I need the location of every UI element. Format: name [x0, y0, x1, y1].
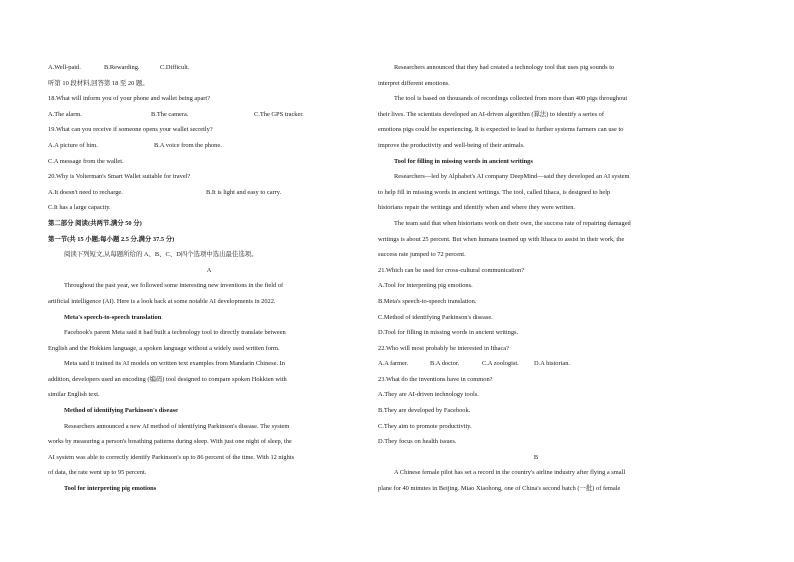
parkinsons-line-1: Researchers announced a new AI method of identifying Parkinson's disease. The system — [64, 422, 290, 430]
q20-options — [48, 185, 370, 201]
ithaca-paragraph-1-line-2: to help fill in missing words in ancient writings. The tool, called Ithaca, is designed to help — [378, 188, 611, 196]
heading-meta-translation: Meta's speech-to-speech translation — [64, 313, 162, 321]
ithaca-paragraph-2-line-1: The team said that when historians work on their own, the success rate of repairing damaged — [394, 219, 631, 227]
q21-option-c[interactable]: C.Method of identifying Parkinson's disease. — [378, 313, 493, 321]
q20-option-b[interactable]: B.It is light and easy to carry. — [206, 188, 282, 196]
question-18: 18.What will inform you of your phone and wallet being apart? — [48, 95, 211, 103]
passage-b-line-2: plane for 40 minutes in Beijing. Miao Xiaohong, one of China's second batch (一批) of female — [378, 485, 621, 493]
heading-parkinsons: Method of identifying Parkinson's disease — [64, 407, 178, 415]
q22-option-d[interactable]: D.A historian. — [534, 360, 571, 368]
ithaca-paragraph-1-line-1: Researchers—led by Alphabet's AI company DeepMind—said they developed an AI system — [394, 173, 630, 181]
ithaca-paragraph-1-line-3: historians repair the writings and identify when and where they were written. — [378, 204, 575, 212]
q19-option-b[interactable]: B.A voice from the phone. — [154, 141, 222, 149]
q23-option-a[interactable]: A.They are AI-driven technology tools. — [378, 391, 479, 399]
question-19: 19.What can you receive if someone opens your wallet secretly? — [48, 126, 213, 134]
section1-instruction: 阅读下列短文,从每题所给的 A、B、C、D四个选项中选出最佳选项。 — [64, 251, 258, 259]
q23-option-d[interactable]: D.They focus on health issues. — [378, 438, 457, 446]
q22-option-a[interactable]: A.A farmer. — [378, 360, 409, 368]
q18-option-c[interactable]: C.The GPS tracker. — [254, 110, 304, 118]
q19-option-c[interactable]: C.A message from the wallet. — [48, 157, 124, 165]
q17-option-a[interactable]: A.Well-paid. — [48, 64, 81, 71]
q21-option-a[interactable]: A.Tool for interpreting pig emotions. — [378, 282, 473, 290]
q21-option-d[interactable]: D.Tool for filling in missing words in ancient writings. — [378, 329, 519, 337]
q17-options — [48, 60, 370, 76]
question-21: 21.Which can be used for cross-cultural communication? — [378, 266, 525, 274]
q22-option-c[interactable]: C.A zoologist. — [482, 360, 519, 368]
pig-paragraph-1-line-1: Researchers announced that they had created a technology tool that uses pig sounds to — [394, 64, 615, 71]
q20-option-c[interactable]: C.It has a large capacity. — [48, 204, 111, 212]
meta-paragraph-1-line-2: English and the Hokkien language, a spoken language without a widely used written form. — [48, 344, 280, 352]
q18-options — [48, 107, 370, 123]
q21-option-b[interactable]: B.Meta's speech-to-speech translation. — [378, 297, 477, 305]
parkinsons-line-4: of data, the rate went up to 95 percent. — [48, 469, 147, 477]
question-20: 20.Why is Volterman's Smart Wallet suitable for travel? — [48, 173, 191, 181]
passage-a-intro-line-2: artificial intelligence (AI). Here is a look back at some notable AI developments in 2022. — [48, 297, 276, 305]
question-22: 22.Who will most probably be interested in Ithaca? — [378, 344, 509, 352]
parkinsons-line-3: AI system was able to correctly identify Parkinson's up to 86 percent of the time. With 12 nights — [48, 453, 295, 461]
q19-option-a[interactable]: A.A picture of him. — [48, 141, 98, 149]
left-column — [48, 60, 370, 497]
pig-paragraph-2-line-1: The tool is based on thousands of recordings collected from more than 400 pigs throughout — [394, 95, 628, 103]
q19-options — [48, 138, 370, 154]
q22-options — [378, 356, 694, 372]
passage-b-label: B — [533, 453, 539, 461]
passage-b-line-1: A Chinese female pilot has set a record in the country's airline industry after flying a small — [394, 469, 626, 477]
listen-instruction: 听第 10 段材料,回答第 18 至 20 题。 — [48, 79, 149, 87]
meta-paragraph-2-line-3: similar English text. — [48, 391, 100, 399]
question-23: 23.What do the inventions have in common? — [378, 375, 493, 383]
heading-pig-emotions: Tool for interpreting pig emotions — [64, 485, 157, 493]
q18-option-a[interactable]: A.The alarm. — [48, 110, 82, 118]
meta-paragraph-1-line-1: Facebook's parent Meta said it had built a technology tool to directly translate between — [64, 329, 286, 337]
passage-a-intro-line-1: Throughout the past year, we followed some interesting new inventions in the field of — [64, 282, 284, 290]
q20-option-a[interactable]: A.It doesn't need to recharge. — [48, 188, 123, 196]
passage-a-label: A — [206, 266, 212, 274]
q23-option-c[interactable]: C.They aim to promote productivity. — [378, 422, 472, 430]
q17-option-b[interactable]: B.Rewarding. — [104, 64, 140, 71]
ithaca-paragraph-2-line-3: success rate jumped to 72 percent. — [378, 251, 466, 259]
meta-paragraph-2-line-2: addition, developers used an encoding (编码) tool designed to compare spoken Hokkien with — [48, 375, 287, 383]
pig-paragraph-2-line-4: improve the productivity and well-being of their animals. — [378, 141, 525, 149]
q17-option-c[interactable]: C.Difficult. — [160, 64, 190, 71]
q22-option-b[interactable]: B.A doctor. — [430, 360, 460, 368]
meta-paragraph-2-line-1: Meta said it trained its AI models on written text examples from Mandarin Chinese. In — [64, 360, 285, 368]
parkinsons-line-2: works by measuring a person's breathing patterns during sleep. With just one night of sleep, the — [48, 438, 292, 446]
right-column — [378, 60, 694, 497]
ithaca-paragraph-2-line-2: writings is about 25 percent. But when humans teamed up with Ithaca to assist in their work, the — [378, 235, 625, 243]
pig-paragraph-2-line-3: emotions pigs could be experiencing. It is expected to lead to further systems farmers can use to — [378, 126, 624, 134]
section1-heading: 第一节(共 15 小题;每小题 2.5 分,满分 37.5 分) — [48, 235, 175, 243]
part2-heading: 第二部分 阅读(共两节,满分 50 分) — [48, 219, 142, 227]
pig-paragraph-2-line-2: their lives. The scientists developed an AI-driven algorithm (算法) to identify a series of — [378, 110, 604, 118]
pig-paragraph-1-line-2: interpret different emotions. — [378, 79, 450, 87]
q23-option-b[interactable]: B.They are developed by Facebook. — [378, 407, 471, 415]
q18-option-b[interactable]: B.The camera. — [151, 110, 189, 118]
heading-ancient-writings: Tool for filling in missing words in ancient writings — [394, 157, 533, 165]
